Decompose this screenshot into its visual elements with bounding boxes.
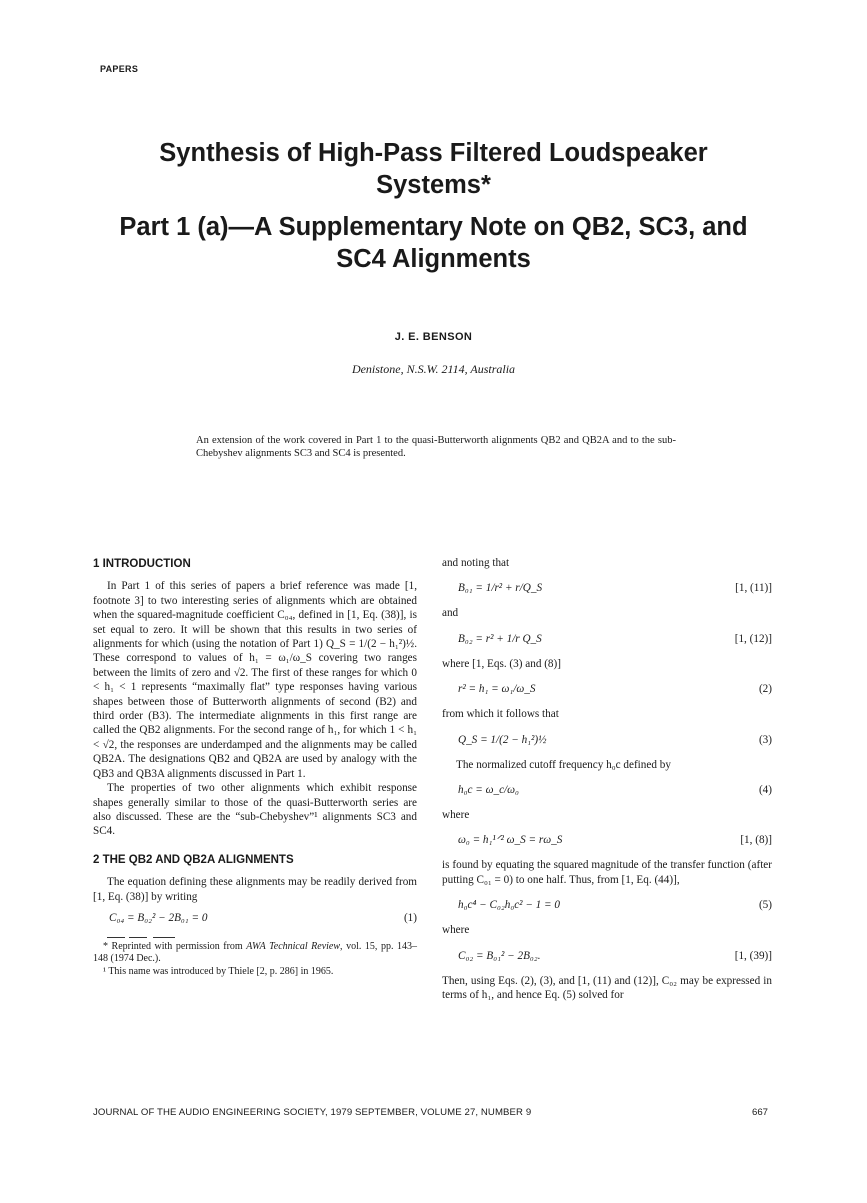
- equation-2-number: (2): [758, 683, 772, 696]
- text-where-2: where: [442, 924, 470, 937]
- left-column: [93, 556, 417, 978]
- page-number: 667: [751, 1107, 768, 1118]
- title-line-2: Systems*: [376, 171, 491, 199]
- equation-139: [442, 943, 772, 969]
- equation-2-expression: r² = h₁ = ω₁/ω_S: [458, 683, 536, 696]
- equation-5: [442, 892, 772, 918]
- equation-18-number: [1, (8)]: [740, 834, 772, 847]
- footnote-journal-name: AWA Technical Review: [246, 940, 341, 952]
- footnote-reprint: * Reprinted with permission from AWA Technical Review, vol. 15, pp. 143–148 (1974 Dec.).: [93, 940, 418, 965]
- text-follows: from which it follows that: [442, 708, 559, 721]
- equation-1-expression: C₀₄ = B₀₂² − 2B₀₁ = 0: [109, 911, 208, 924]
- section-heading-qb2: 2 THE QB2 AND QB2A ALIGNMENTS: [93, 853, 294, 866]
- title-line-1: Synthesis of High-Pass Filtered Loudspeaker: [159, 139, 708, 167]
- equation-139-number: [1, (39)]: [734, 949, 772, 962]
- equation-18-expression: ω₀ = h₁¹ᐟ² ω_S = rω_S: [458, 834, 563, 847]
- text-and: and: [442, 607, 459, 620]
- text-cutoff: The normalized cutoff frequency h₀c defined by: [456, 758, 671, 771]
- equation-b02-expression: B₀₂ = r² + 1/r Q_S: [458, 632, 542, 645]
- equation-1-number: (1): [403, 911, 417, 924]
- footnote-separator: [93, 935, 417, 941]
- equation-139-expression: C₀₂ = B₀₁² − 2B₀₂.: [458, 949, 541, 962]
- equation-3-number: (3): [758, 733, 772, 746]
- author-affiliation: Denistone, N.S.W. 2114, Australia: [351, 362, 516, 376]
- paper-title: [90, 137, 777, 275]
- equation-b02: [442, 626, 772, 652]
- equation-1: [93, 909, 417, 930]
- equation-3-expression: Q_S = 1/(2 − h₁²)½: [458, 733, 547, 746]
- equation-b01: [442, 575, 772, 601]
- equation-b01-expression: B₀₁ = 1/r² + r/Q_S: [458, 582, 543, 595]
- equation-3: [442, 727, 772, 753]
- text-noting: and noting that: [442, 557, 510, 569]
- text-where-eqs: where [1, Eqs. (3) and (8)]: [442, 657, 561, 670]
- abstract: An extension of the work covered in Part 1 to the quasi-Butterworth alignments QB2 and QB2A and to the sub-Chebyshev alignments SC3 and SC4 is presented.: [196, 435, 676, 459]
- title-line-4: SC4 Alignments: [336, 245, 531, 273]
- equation-5-number: (5): [758, 899, 772, 912]
- section-heading-introduction: 1 INTRODUCTION: [93, 558, 191, 570]
- equation-4-number: (4): [758, 784, 772, 797]
- qb2-paragraph-1: The equation defining these alignments may be readily derived from [1, Eq. (38)] by writing: [93, 876, 417, 903]
- equation-b01-number: [1, (11)]: [735, 582, 772, 595]
- footer-journal-line: JOURNAL OF THE AUDIO ENGINEERING SOCIETY, 1979 SEPTEMBER, VOLUME 27, NUMBER 9: [93, 1107, 532, 1118]
- text-found: is found by equating the squared magnitude of the transfer function (after putting C₀₁ = 0) to one half. Thus, from [1, Eq. (44)],: [442, 859, 772, 886]
- section-label: PAPERS: [100, 64, 139, 74]
- footnote-one: ¹ This name was introduced by Thiele [2, p. 286] in 1965.: [103, 965, 334, 977]
- right-column: [442, 556, 772, 1002]
- intro-paragraph-1: In Part 1 of this series of papers a brief reference was made [1, footnote 3] to two interesting series of alignments which are obtained when the squared-magnitude coefficient C₀₄, defined in [1, Eq. (38)], is set equal to zero. It will be shown that this results in two series of alignments for which (using the notation of Part 1) Q_S = 1/(2 − h₁²)½. These correspond to values of h₁ = ω₁/ω_S covering two ranges between the limits of zero and √2. The first of these ranges for which 0 < h₁ < 1 represents “maximally flat” type responses having various shapes between those of Butterworth alignments of second (B2) and third order (B3). The intermediate alignments in this first range are called the QB2 alignments. For the second range of h₁, for which 1 < h₁ < √2, the responses are underdamped and the alignments may be called QB2A. The designations QB2 and QB2A are used by analogy with the QB3 and QB3A alignments discussed in Part 1.: [93, 580, 417, 780]
- text-where-1: where: [442, 809, 470, 822]
- equation-2: [442, 676, 772, 702]
- equation-4: [442, 777, 772, 803]
- equation-4-expression: h₀c = ω_c/ω₀: [458, 784, 519, 797]
- equation-5-expression: h₀c⁴ − C₀₂h₀c² − 1 = 0: [458, 899, 560, 912]
- text-then: Then, using Eqs. (2), (3), and [1, (11) and (12)], C₀₂ may be expressed in terms of h₁, and hence Eq. (5) solved for: [442, 974, 772, 1002]
- intro-paragraph-2: The properties of two other alignments which exhibit response shapes generally similar to those of the quasi-Butterworth series are also discussed. These are the “sub-Chebyshev”¹ alignments SC3 and SC4.: [93, 782, 417, 838]
- title-line-3: Part 1 (a)—A Supplementary Note on QB2, SC3, and: [119, 213, 748, 241]
- author-name: J. E. BENSON: [394, 331, 473, 343]
- equation-b02-number: [1, (12)]: [734, 632, 772, 645]
- equation-18: [442, 827, 772, 853]
